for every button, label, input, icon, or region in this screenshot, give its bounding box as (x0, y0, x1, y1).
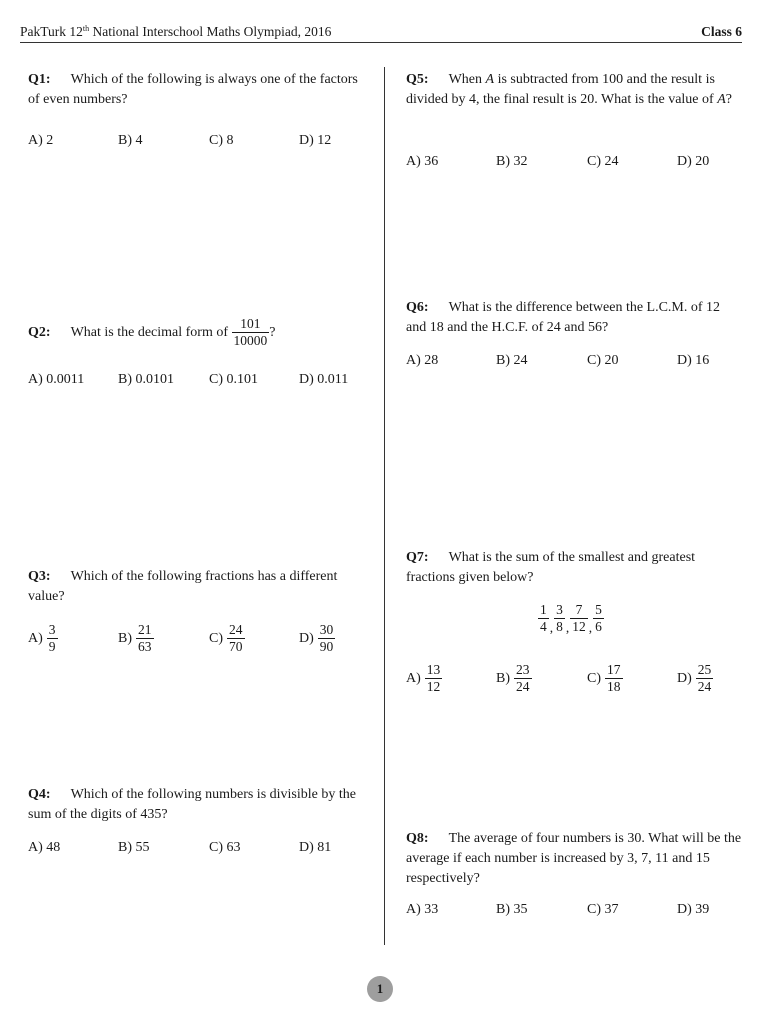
question-text: What is the decimal form of (70, 325, 229, 340)
olympiad-title: PakTurk 12th National Interschool Maths Olympiad, 2016 (20, 24, 332, 39)
option-c: C) 20 (587, 353, 619, 368)
page-header (20, 22, 742, 43)
option-a: A) 2 (28, 133, 54, 148)
question-text: The average of four numbers is 30. What will be the average if each number is increased by 3, 7, 11 and 15 respectively? (406, 831, 742, 886)
option-a: A) $\frac{13}{12}$ (406, 662, 441, 694)
option-b: B) $\frac{23}{24}$ (496, 662, 530, 694)
option-c: C) 8 (209, 133, 234, 148)
option-b: B) 32 (496, 154, 528, 169)
page-number-badge: 1 (367, 976, 393, 1002)
fraction: $\frac{5}{6}$ (595, 602, 602, 634)
fraction-list: $\frac{1}{4}$ , $\frac{3}{8}$ , $\frac{7}{12}$ , $\frac{5}{6}$ (540, 602, 602, 635)
question-label: Q4: (28, 787, 51, 802)
question-4 (28, 785, 368, 825)
question-label: Q2: (28, 325, 51, 340)
question-text: Which of the following is always one of the factors of even numbers? (28, 72, 358, 107)
variable-a: A (485, 72, 495, 87)
fraction: $\frac{101}{10000}$ (233, 316, 268, 349)
option-b: B) 35 (496, 902, 528, 917)
question-text: Which of the following fractions has a different value? (28, 569, 338, 604)
question-label: Q6: (406, 300, 429, 315)
question-label: Q3: (28, 569, 51, 584)
question-text: Which of the following numbers is divisible by the sum of the digits of 435? (28, 787, 356, 822)
option-c: C) $\frac{17}{18}$ (587, 662, 621, 694)
option-d: D) $\frac{30}{90}$ (299, 622, 334, 654)
option-a: A) 0.0011 (28, 372, 85, 387)
question-label: Q5: (406, 72, 429, 87)
option-d: D) 20 (677, 154, 710, 169)
option-d: D) $\frac{25}{24}$ (677, 662, 712, 694)
option-d: D) 0.011 (299, 372, 349, 387)
option-d: D) 12 (299, 133, 332, 148)
question-text: What is the sum of the smallest and greatest fractions given below? (406, 550, 696, 585)
question-5: Q5: When A is subtracted from 100 and the result is divided by 4, the final result is 20. What is the value of A? (406, 72, 732, 107)
option-b: B) $\frac{21}{63}$ (118, 622, 152, 654)
fraction: $\frac{1}{4}$ (540, 602, 547, 634)
question-label: Q8: (406, 831, 429, 846)
option-a: A) 28 (406, 353, 439, 368)
option-d: D) 81 (299, 840, 332, 855)
option-b: B) 24 (496, 353, 528, 368)
question-8 (406, 829, 742, 889)
question-3 (28, 567, 368, 607)
question-label: Q1: (28, 72, 51, 87)
option-d: D) 16 (677, 353, 710, 368)
fraction: $\frac{3}{8}$ (556, 602, 563, 634)
question-7 (406, 548, 742, 588)
option-a: A) 48 (28, 840, 61, 855)
option-b: B) 0.0101 (118, 372, 174, 387)
question-text: When (448, 72, 482, 87)
option-b: B) 55 (118, 840, 150, 855)
option-a: A) 33 (406, 902, 439, 917)
question-1 (28, 70, 368, 110)
option-a: A) 36 (406, 154, 439, 169)
question-2: Q2: What is the decimal form of $\frac{101}{10000}$ ? (28, 316, 276, 349)
option-c: C) 0.101 (209, 372, 258, 387)
option-c: C) $\frac{24}{70}$ (209, 622, 243, 654)
column-divider (384, 67, 385, 945)
option-c: C) 24 (587, 154, 619, 169)
question-label: Q7: (406, 550, 429, 565)
option-d: D) 39 (677, 902, 710, 917)
question-text: What is the difference between the L.C.M. of 12 and 18 and the H.C.F. of 24 and 56? (406, 300, 721, 335)
option-c: C) 37 (587, 902, 619, 917)
fraction: $\frac{7}{12}$ (572, 602, 586, 634)
question-6 (406, 298, 742, 338)
option-a: A) $\frac{3}{9}$ (28, 622, 56, 654)
option-c: C) 63 (209, 840, 241, 855)
option-b: B) 4 (118, 133, 143, 148)
class-label: Class 6 (701, 24, 742, 39)
